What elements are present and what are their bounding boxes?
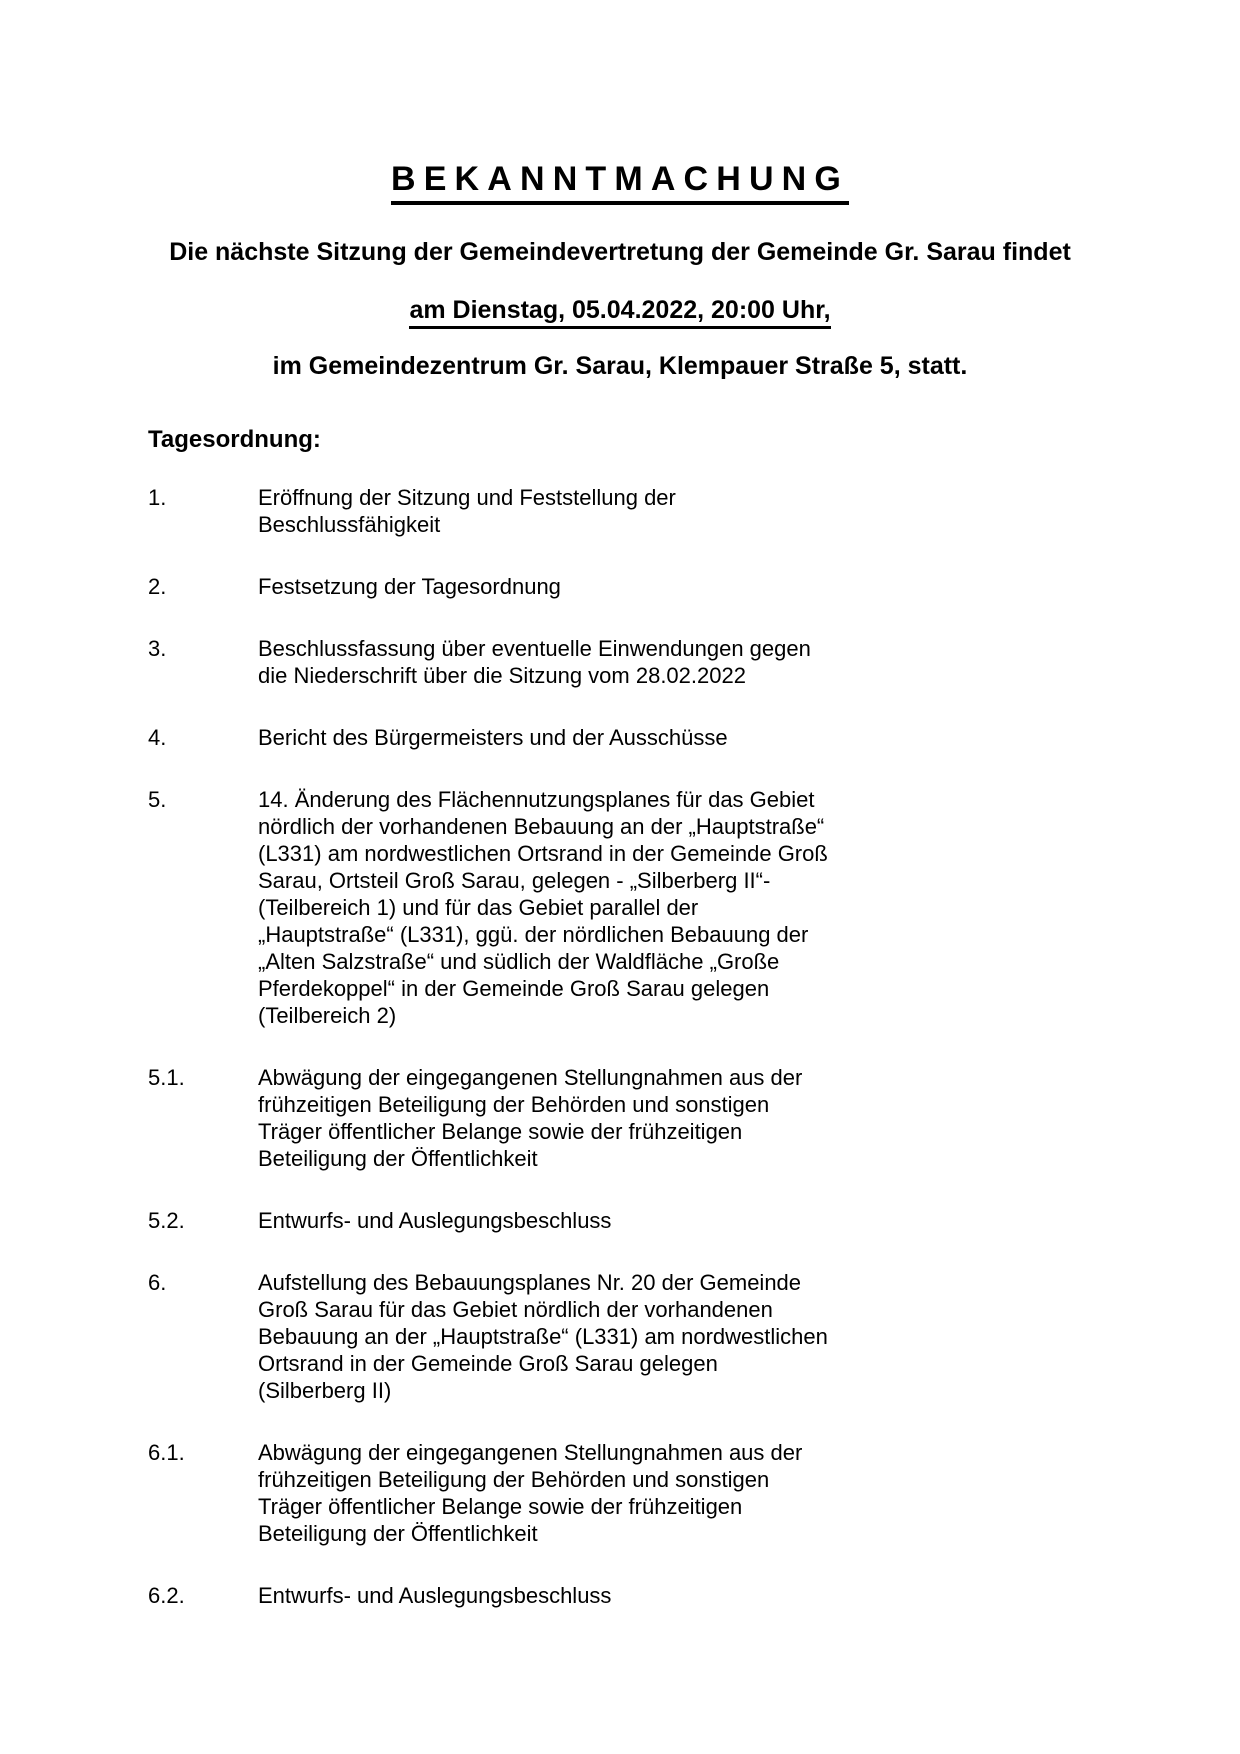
agenda-item-line: Bericht des Bürgermeisters und der Ausschüsse [258,724,728,750]
agenda-item-line: Entwurfs- und Auslegungsbeschluss [258,1207,612,1233]
agenda-item-text [258,1064,918,1172]
agenda-item-line: Sarau, Ortsteil Groß Sarau, gelegen - „Silberberg II“- [258,867,771,893]
agenda-item [148,786,1092,1029]
agenda-item [148,724,1092,751]
agenda-item-line: Eröffnung der Sitzung und Feststellung der [258,484,676,510]
agenda-item-line: frühzeitigen Beteiligung der Behörden und sonstigen [258,1091,770,1117]
agenda-item-line: nördlich der vorhandenen Bebauung an der „Hauptstraße“ [258,813,825,839]
agenda-item-line: Aufstellung des Bebauungsplanes Nr. 20 der Gemeinde [258,1269,802,1295]
title-section [148,0,1092,205]
agenda-item-line: (L331) am nordwestlichen Ortsrand in der Gemeinde Groß [258,840,828,866]
agenda-item-line: Groß Sarau für das Gebiet nördlich der vorhandenen [258,1296,773,1322]
agenda-item-line: „Hauptstraße“ (L331), ggü. der nördlichen Bebauung der [258,921,809,947]
agenda-item-number: 6.2. [148,1582,185,1608]
agenda-item-number: 4. [148,724,167,750]
meeting-datetime-row [148,297,1092,330]
agenda-item-line: Pferdekoppel“ in der Gemeinde Groß Sarau gelegen [258,975,770,1001]
agenda-item-number: 1. [148,484,167,510]
agenda-item [148,1582,1092,1609]
document-title: BEKANNTMACHUNG [391,162,849,205]
agenda-item-text [258,484,918,538]
agenda-item-text [258,1269,918,1404]
agenda-list [148,484,1092,1609]
agenda-item [148,1439,1092,1547]
agenda-item-number: 5.1. [148,1064,185,1090]
intro-sentence: Die nächste Sitzung der Gemeindevertretung der Gemeinde Gr. Sarau findet [169,238,1071,266]
agenda-item-line: die Niederschrift über die Sitzung vom 28.02.2022 [258,662,746,688]
agenda-item-line: Beschlussfassung über eventuelle Einwendungen gegen [258,635,811,661]
agenda-item-text [258,573,918,600]
agenda-item-text [258,724,918,751]
agenda-item-line: Ortsrand in der Gemeinde Groß Sarau gelegen [258,1350,718,1376]
agenda-item-line: Abwägung der eingegangenen Stellungnahmen aus der [258,1064,803,1090]
agenda-item-line: (Teilbereich 1) und für das Gebiet parallel der [258,894,699,920]
agenda-item-line: 14. Änderung des Flächennutzungsplanes für das Gebiet [258,786,815,812]
meeting-datetime: am Dienstag, 05.04.2022, 20:00 Uhr, [409,297,830,330]
agenda-item-text [258,786,918,1029]
agenda-item-line: Beteiligung der Öffentlichkeit [258,1520,538,1546]
agenda-item-text [258,1582,918,1609]
agenda-heading: Tagesordnung: [148,425,321,453]
agenda-item-line: „Alten Salzstraße“ und südlich der Waldfläche „Große [258,948,780,974]
agenda-item-number: 3. [148,635,167,661]
meeting-location: im Gemeindezentrum Gr. Sarau, Klempauer Straße 5, statt. [272,352,968,380]
agenda-item-line: Träger öffentlicher Belange sowie der frühzeitigen [258,1118,743,1144]
agenda-item-number: 5.2. [148,1207,185,1233]
agenda-item [148,573,1092,600]
agenda-item-text [258,635,918,689]
agenda-item-text [258,1439,918,1547]
agenda-item-line: Beteiligung der Öffentlichkeit [258,1145,538,1171]
agenda-item [148,635,1092,689]
agenda-item-line: (Teilbereich 2) [258,1002,397,1028]
agenda-item-line: Bebauung an der „Hauptstraße“ (L331) am nordwestlichen [258,1323,828,1349]
agenda-item-number: 6.1. [148,1439,185,1465]
agenda-item-line: Festsetzung der Tagesordnung [258,573,561,599]
agenda-item [148,1269,1092,1404]
agenda-item-line: Entwurfs- und Auslegungsbeschluss [258,1582,612,1608]
agenda-item [148,1064,1092,1172]
agenda-item-number: 2. [148,573,167,599]
agenda-item-line: Abwägung der eingegangenen Stellungnahmen aus der [258,1439,803,1465]
agenda-item [148,484,1092,538]
agenda-item-line: Träger öffentlicher Belange sowie der frühzeitigen [258,1493,743,1519]
agenda-item-number: 5. [148,786,167,812]
agenda-item-line: Beschlussfähigkeit [258,511,441,537]
agenda-item-line: frühzeitigen Beteiligung der Behörden und sonstigen [258,1466,770,1492]
agenda-item [148,1207,1092,1234]
agenda-item-number: 6. [148,1269,167,1295]
agenda-item-text [258,1207,918,1234]
agenda-item-line: (Silberberg II) [258,1377,392,1403]
